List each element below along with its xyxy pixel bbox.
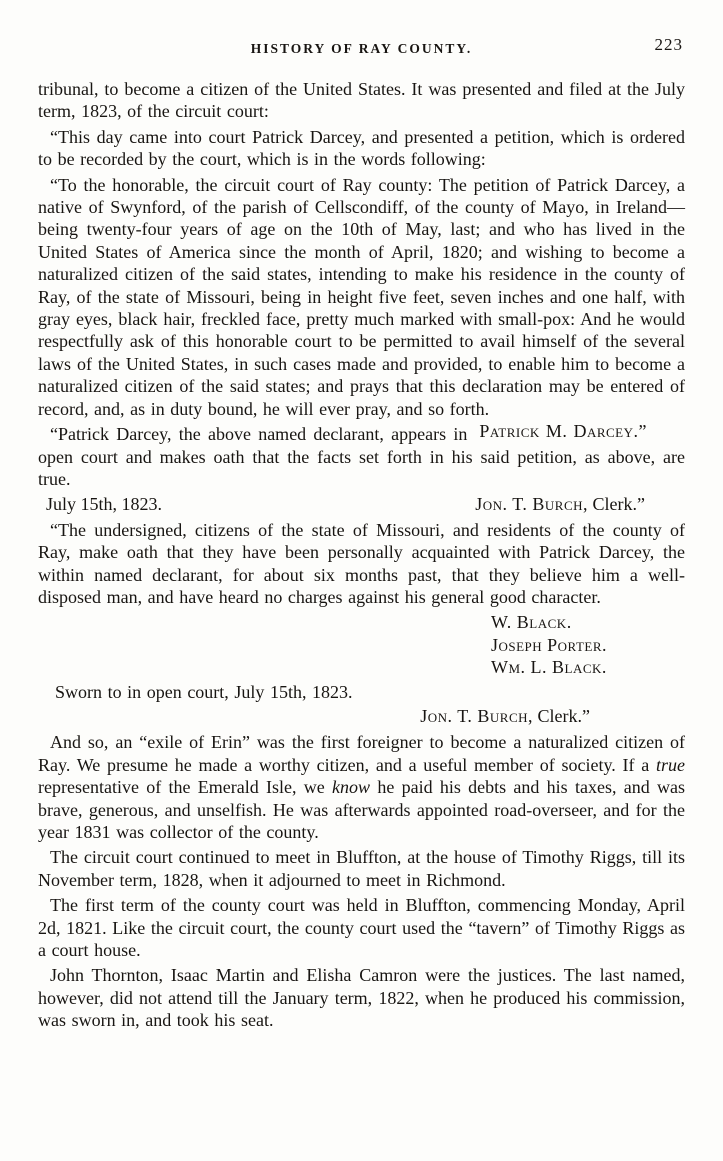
clerk-name: Jon. T. Burch, [475,494,589,515]
oath-date-line [38,493,685,515]
paragraph-petition [38,174,685,442]
witness-signature-1: W. Black. [490,612,572,633]
clerk-signature-1 [475,493,645,515]
italic-word-know: know [332,777,371,798]
clerk-signature-2 [420,705,590,727]
commentary-text-c: he paid his debts and his taxes, and was brave, generous, and unselfish. He was afterwards appointed road-overseer, and for the year 1831 was collector of the county. [38,777,685,842]
clerk-name: Jon. T. Burch, [420,705,534,726]
paragraph-court-entry: “This day came into court Patrick Darcey, and presented a petition, which is ordered to be recorded by the court, which is in the words following: [38,126,685,170]
oath-date: July 15th, 1823. [46,494,163,515]
paragraph-circuit-court: The circuit court continued to meet in Bluffton, at the house of Timothy Riggs, till its November term, 1828, when it adjourned to meet in Richmond. [38,847,685,890]
clerk-title: Clerk.” [533,705,590,726]
petition-text: “To the honorable, the circuit court of Ray county: The petition of Patrick Darcey, a native of Swynford, of the parish of Cellscondiff, of the county of Mayo, in Ireland—being twenty-four years of age on the 10th of May, last; and who has lived in the United States of America since the month of April, 1820; and wishing to become a naturalized citizen of the said states, intending to make his residence in the county of Ray, of the state of Missouri, being in height five feet, seven inches and one half, with gray eyes, black hair, freckled face, pretty much marked with small-pox: And he would respectfully ask of this honorable court to be permitted to avail himself of the several laws of the United States, in such cases made and provided, to enable him to become a naturalized citizen of the said states; and prays that this declaration may be entered of record, and, as in duty bound, he will ever pray, and so forth. [38,174,685,419]
page-header [38,30,685,60]
paragraph-undersigned: “The undersigned, citizens of the state of Missouri, and residents of the county of Ray, make oath that they have been personally acquainted with Patrick Darcey, the within named declarant, for about six months past, that they believe him a well-disposed man, and have heard no charges against his general good character. [38,519,685,607]
paragraph-county-court: The first term of the county court was held in Bluffton, commencing Monday, April 2d, 1821. Like the circuit court, the county court used the “tavern” of Timothy Riggs as a court house. [38,895,685,961]
clerk-title: Clerk.” [588,494,645,515]
darcey-signature: Patrick M. Darcey.” [479,421,647,442]
commentary-text-a: And so, an “exile of Erin” was the first foreigner to become a naturalized citizen of Ray. We presume he made a worthy citizen, and a useful member of society. If a [38,732,685,775]
paragraph-commentary [38,731,685,843]
sworn-statement: Sworn to in open court, July 15th, 1823. [55,681,353,702]
witness-signature-2: Joseph Porter. [490,634,607,655]
commentary-text-b: representative of the Emerald Isle, we [38,777,333,798]
running-title: HISTORY OF RAY COUNTY. [250,41,473,56]
paragraph-justices: John Thornton, Isaac Martin and Elisha Camron were the justices. The last named, however, did not attend till the January term, 1822, when he produced his commission, was sworn in, and took his seat. [38,965,685,1031]
witness-signature-3: Wm. L. Black. [490,657,607,678]
italic-word-true: true [656,754,685,775]
paragraph-continuation: tribunal, to become a citizen of the United States. It was presented and filed at the July term, 1823, of the circuit court: [38,79,685,122]
paragraph-oath: “Patrick Darcey, the above named declarant, appears in open court and makes oath that the facts set forth in his said petition, as above, are true. [38,424,685,489]
page-body [38,78,685,1032]
page-number: 223 [654,35,683,54]
witness-signatures [491,611,607,678]
